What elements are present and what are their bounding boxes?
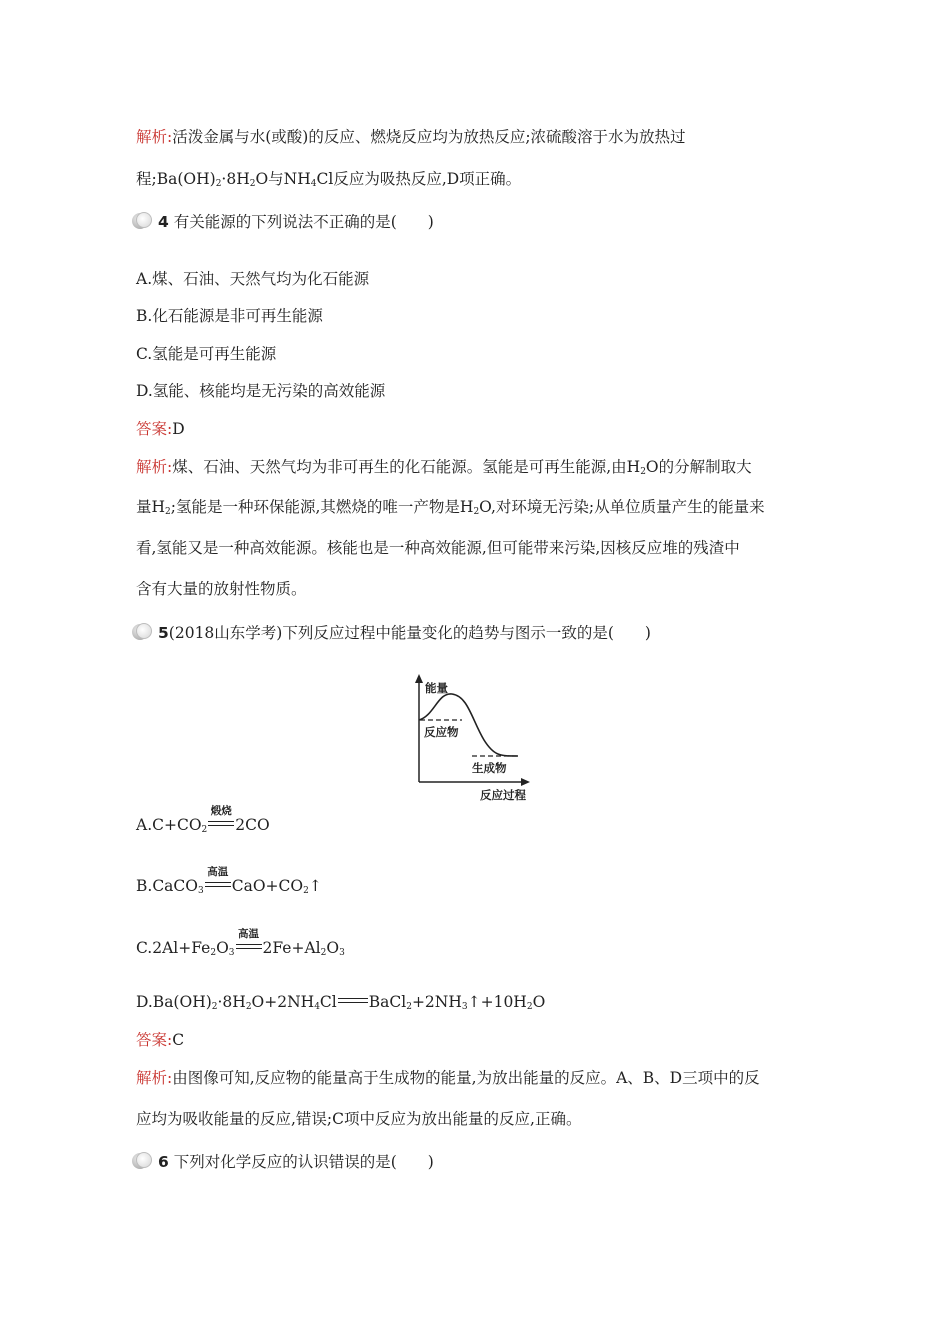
option-text: A.C+CO [136, 816, 202, 834]
answer-label: 答案: [136, 1031, 173, 1049]
question-6-heading [132, 1151, 434, 1173]
analysis-text: O与NH [255, 170, 311, 188]
q4-analysis-line4: 含有大量的放射性物质。 [136, 580, 307, 598]
q5-option-d [136, 991, 545, 1013]
equals-sign-icon [338, 998, 368, 1003]
question-5-heading [132, 622, 651, 644]
q4-analysis-line3: 看,氢能又是一种高效能源。核能也是一种高效能源,但可能带来污染,因核反应堆的残渣中 [136, 539, 740, 557]
question-number: 5 [158, 624, 169, 642]
y-axis-arrow-icon [415, 674, 423, 683]
q3-analysis-line2 [136, 168, 521, 190]
subscript: 2 [526, 1002, 533, 1012]
condition-text: 高温 [238, 928, 260, 940]
analysis-text: 活泼金属与水(或酸)的反应、燃烧反应均为放热反应;浓硫酸溶于水为放热过 [172, 128, 686, 146]
q5-analysis-line1 [136, 1067, 760, 1089]
option-text: ·8H [217, 993, 246, 1011]
option-text: ↑ [308, 877, 322, 895]
analysis-text: ·8H [221, 170, 250, 188]
analysis-text: Cl反应为吸热反应,D项正确。 [316, 170, 522, 188]
reaction-condition [205, 866, 231, 893]
condition-text: 高温 [207, 866, 229, 878]
q5-option-b [136, 866, 322, 897]
analysis-text: 程;Ba(OH) [136, 170, 216, 188]
equals-sign-icon [205, 882, 231, 887]
analysis-text: O,对环境无污染;从单位质量产生的能量来 [479, 498, 765, 516]
analysis-label: 解析: [136, 458, 173, 476]
q5-option-c [136, 928, 345, 959]
subscript: 2 [245, 1002, 252, 1012]
option-text: B.CaCO [136, 877, 198, 895]
q4-option-b: B.化石能源是非可再生能源 [136, 307, 323, 325]
question-stem: 下列对化学反应的认识错误的是( ) [173, 1153, 434, 1171]
subscript: 2 [249, 179, 256, 189]
subscript: 2 [473, 507, 480, 517]
option-text: 2CO [235, 816, 270, 834]
question-4-heading [132, 211, 434, 233]
subscript: 2 [303, 886, 309, 896]
equals-sign-icon [208, 821, 234, 826]
option-text: 2Fe+Al [262, 939, 321, 957]
question-bullet-icon [132, 623, 154, 641]
option-text: O+2NH [251, 993, 315, 1011]
condition-text: 煅烧 [210, 805, 232, 817]
analysis-text: ;氢能是一种环保能源,其燃烧的唯一产物是H [170, 498, 474, 516]
question-bullet-icon [132, 1152, 154, 1170]
analysis-text: 由图像可知,反应物的能量高于生成物的能量,为放出能量的反应。A、B、D三项中的反 [172, 1069, 760, 1087]
q5-option-a [136, 805, 270, 836]
option-text: O [216, 939, 229, 957]
subscript: 2 [640, 467, 646, 477]
x-axis-label: 反应过程 [480, 788, 526, 802]
option-text: D.Ba(OH) [136, 993, 212, 1011]
subscript: 3 [198, 886, 204, 896]
analysis-label: 解析: [136, 128, 173, 146]
analysis-text: O的分解制取大 [645, 458, 752, 476]
x-axis-arrow-icon [521, 778, 530, 786]
q4-option-a: A.煤、石油、天然气均为化石能源 [136, 270, 370, 288]
subscript: 3 [339, 948, 345, 958]
subscript: 2 [201, 825, 208, 835]
q4-option-c: C.氢能是可再生能源 [136, 345, 277, 363]
product-label: 生成物 [472, 761, 507, 775]
subscript: 2 [215, 179, 222, 189]
option-text: BaCl [368, 993, 407, 1011]
question-number: 6 [158, 1153, 169, 1171]
reaction-condition [208, 805, 234, 832]
option-text: ↑+10H [467, 993, 527, 1011]
analysis-label: 解析: [136, 1069, 173, 1087]
option-text: Cl [319, 993, 337, 1011]
q5-analysis-line2: 应均为吸收能量的反应,错误;C项中反应为放出能量的反应,正确。 [136, 1110, 582, 1128]
subscript: 2 [320, 948, 327, 958]
question-number: 4 [158, 213, 169, 231]
subscript: 4 [314, 1002, 320, 1012]
option-text: CaO+CO [231, 877, 304, 895]
subscript: 4 [310, 179, 317, 189]
subscript: 3 [461, 1002, 468, 1012]
q4-answer [136, 418, 185, 440]
analysis-text: 煤、石油、天然气均为非可再生的化石能源。氢能是可再生能源,由H [172, 458, 641, 476]
option-text: +2NH [411, 993, 462, 1011]
answer-label: 答案: [136, 420, 173, 438]
answer-value: D [172, 420, 185, 438]
analysis-text: 量H [136, 498, 166, 516]
q4-option-d: D.氢能、核能均是无污染的高效能源 [136, 382, 386, 400]
q4-analysis-line1 [136, 456, 752, 478]
option-text: O [532, 993, 546, 1011]
equals-sign-icon [236, 944, 262, 949]
option-text: O [326, 939, 340, 957]
q3-analysis-line1 [136, 126, 686, 148]
q5-answer [136, 1029, 184, 1051]
subscript: 2 [210, 948, 217, 958]
energy-diagram [400, 672, 545, 804]
option-text: C.2Al+Fe [136, 939, 211, 957]
subscript: 2 [211, 1002, 218, 1012]
question-bullet-icon [132, 212, 154, 230]
subscript: 2 [406, 1002, 412, 1012]
subscript: 2 [165, 507, 171, 517]
reaction-condition [236, 928, 262, 955]
question-stem: 有关能源的下列说法不正确的是( ) [173, 213, 434, 231]
q4-analysis-line2 [136, 496, 765, 518]
reactant-label: 反应物 [424, 725, 459, 739]
question-stem: (2018山东学考)下列反应过程中能量变化的趋势与图示一致的是( ) [168, 624, 651, 642]
answer-value: C [172, 1031, 185, 1049]
subscript: 3 [228, 948, 235, 958]
y-axis-label: 能量 [425, 681, 448, 695]
